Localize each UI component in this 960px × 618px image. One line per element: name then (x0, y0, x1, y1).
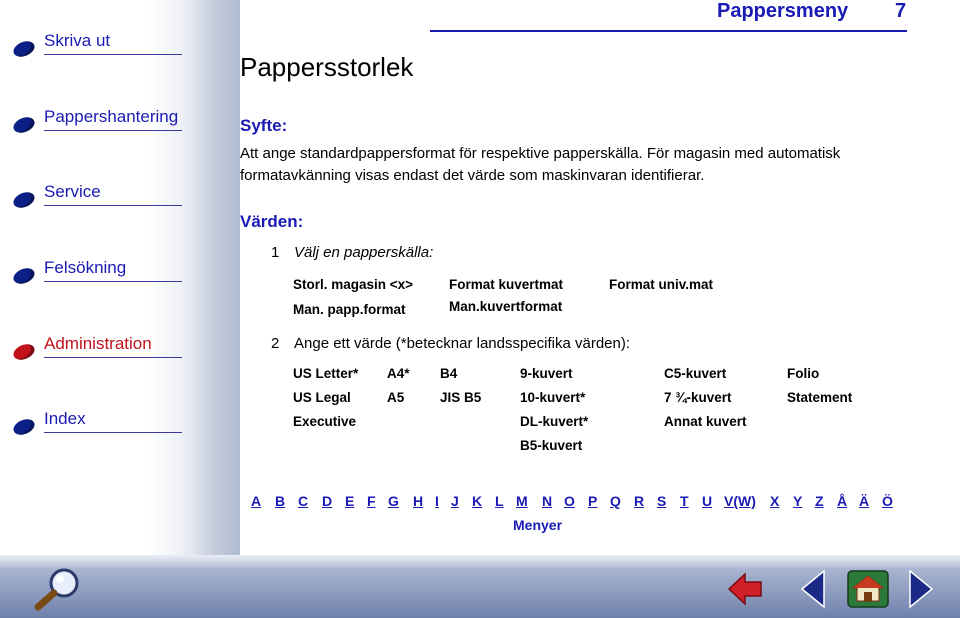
nav-label: Administration (44, 334, 152, 353)
nav-label: Skriva ut (44, 31, 111, 50)
next-page-icon[interactable] (908, 569, 934, 609)
index-letter[interactable]: Y (793, 493, 803, 509)
divider (44, 205, 182, 206)
step-text: Ange ett värde (*betecknar landsspecifika värden): (294, 335, 631, 352)
nav-item-pappershantering[interactable] (0, 104, 182, 144)
bullet-icon (11, 38, 37, 59)
bullet-icon (11, 341, 37, 362)
step-number: 2 (271, 335, 280, 352)
index-letter[interactable]: G (388, 493, 399, 509)
divider (44, 54, 182, 55)
section-title: Pappersmeny (717, 0, 849, 22)
nav-label: Pappershantering (44, 107, 179, 126)
nav-item-felsokning[interactable] (0, 255, 182, 295)
size-value: DL-kuvert* (520, 414, 589, 429)
size-value: Executive (293, 414, 357, 429)
index-letter[interactable]: T (680, 493, 689, 509)
index-letter[interactable]: P (588, 493, 598, 509)
bullet-icon (11, 416, 37, 437)
sidebar-shadow (180, 0, 240, 555)
size-value: A4* (387, 366, 410, 381)
source-option: Man. papp.format (293, 302, 406, 317)
divider (44, 357, 182, 358)
purpose-heading: Syfte: (240, 116, 288, 135)
index-letter[interactable]: Q (610, 493, 621, 509)
model-name: Lexmark T522 (425, 38, 526, 55)
previous-page-icon[interactable] (800, 569, 826, 609)
index-letter[interactable]: Ö (882, 493, 893, 509)
home-icon[interactable] (846, 569, 890, 609)
size-value: Statement (787, 390, 853, 405)
index-letter[interactable]: L (495, 493, 504, 509)
index-letter[interactable]: Ä (859, 493, 870, 509)
size-value: JIS B5 (440, 390, 482, 405)
size-value: A5 (387, 390, 405, 405)
index-letter[interactable]: H (413, 493, 424, 509)
index-letter[interactable]: I (435, 493, 439, 509)
size-value: 7 ¾-kuvert (664, 390, 732, 405)
index-letter[interactable]: X (770, 493, 780, 509)
index-letter[interactable]: A (251, 493, 262, 509)
index-letter[interactable]: S (657, 493, 667, 509)
size-value: Folio (787, 366, 820, 381)
back-arrow-icon[interactable] (727, 572, 763, 606)
search-icon[interactable] (30, 565, 86, 613)
divider (44, 130, 182, 131)
website-link[interactable]: www.lexmark.com (410, 14, 541, 31)
size-value: Annat kuvert (664, 414, 747, 429)
index-letter[interactable]: D (322, 493, 333, 509)
index-letter[interactable]: R (634, 493, 645, 509)
source-option: Storl. magasin <x> (293, 277, 414, 292)
size-value: US Legal (293, 390, 351, 405)
source-option: Format kuvertmat (449, 277, 564, 292)
index-letter[interactable]: O (564, 493, 575, 509)
values-heading: Värden: (240, 212, 304, 231)
nav-label: Service (44, 182, 101, 201)
index-letter[interactable]: K (472, 493, 483, 509)
purpose-text: Att ange standardpappersformat för respektive papperskälla. För magasin med automatisk formatavkänning visas endast det värde som maskinvaran identifierar. (240, 145, 841, 184)
index-letter[interactable]: J (451, 493, 459, 509)
bullet-icon (11, 189, 37, 210)
footer-bar (0, 555, 960, 618)
nav-item-skriva-ut[interactable] (0, 28, 182, 68)
page-number: 7 (895, 0, 907, 22)
index-letter[interactable]: M (516, 493, 528, 509)
size-value: B4 (440, 366, 458, 381)
nav-item-index[interactable] (0, 406, 182, 446)
index-letter[interactable]: V(W) (724, 493, 756, 509)
step-text: Välj en papperskälla: (294, 244, 434, 261)
source-option: Man.kuvertformat (449, 299, 563, 314)
index-letter[interactable]: B (275, 493, 286, 509)
nav-label: Index (44, 409, 86, 428)
divider (44, 432, 182, 433)
index-letter[interactable]: Å (837, 493, 848, 509)
nav-label: Felsökning (44, 258, 127, 277)
size-value: US Letter* (293, 366, 359, 381)
footer-gloss (0, 555, 960, 569)
nav-item-service[interactable] (0, 179, 182, 219)
nav-item-administration[interactable] (0, 331, 182, 371)
index-letter[interactable]: E (345, 493, 355, 509)
index-letter[interactable]: F (367, 493, 376, 509)
size-value: C5-kuvert (664, 366, 727, 381)
index-letter[interactable]: Z (815, 493, 824, 509)
size-value: 9-kuvert (520, 366, 573, 381)
index-letter[interactable]: C (298, 493, 309, 509)
bullet-icon (11, 114, 37, 135)
source-option: Format univ.mat (609, 277, 714, 292)
page-title: Pappersstorlek (240, 52, 414, 82)
step-number: 1 (271, 244, 280, 261)
bullet-icon (11, 265, 37, 286)
size-value: 10-kuvert* (520, 390, 586, 405)
divider (44, 281, 182, 282)
size-value: B5-kuvert (520, 438, 583, 453)
index-letter[interactable]: N (542, 493, 553, 509)
menus-link[interactable]: Menyer (513, 517, 563, 533)
sidebar-nav (0, 0, 240, 555)
alphabet-index (251, 493, 911, 513)
index-letter[interactable]: U (702, 493, 713, 509)
